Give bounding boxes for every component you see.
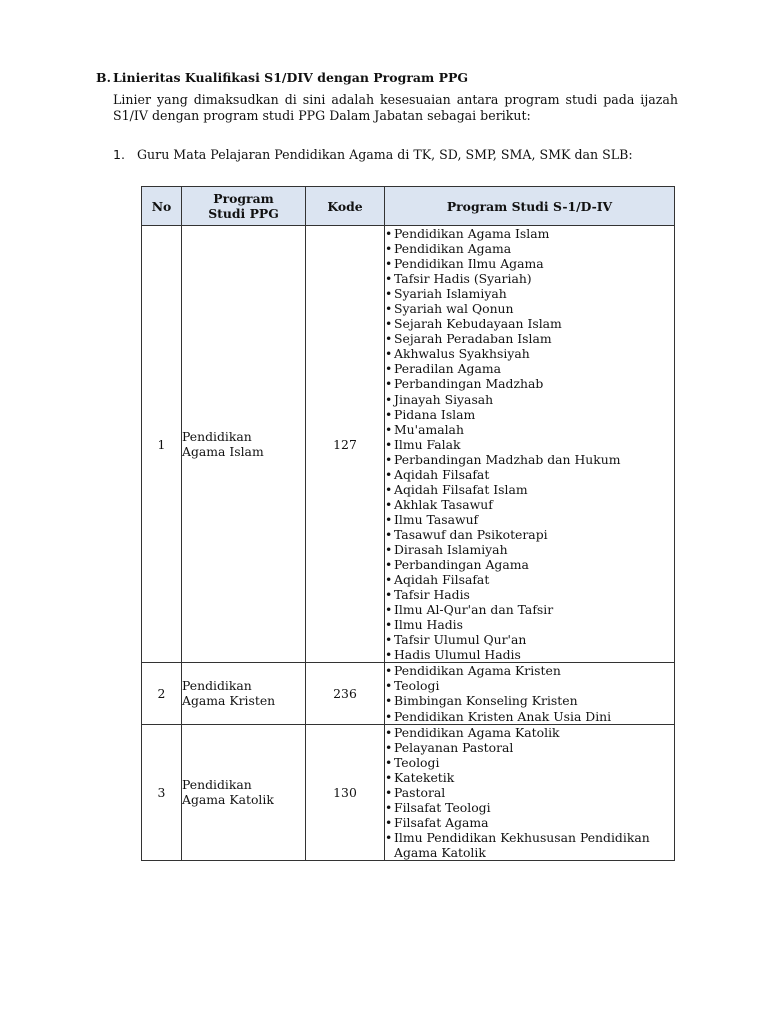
- list-item: • Sejarah Peradaban Islam: [385, 331, 674, 346]
- list-item: • Pendidikan Agama: [385, 241, 674, 256]
- study-list: [385, 663, 674, 723]
- row-no: 2: [142, 663, 182, 724]
- list-item: • Jinayah Siyasah: [385, 392, 674, 407]
- study-list: [385, 226, 674, 662]
- row-kode: 130: [306, 724, 385, 860]
- list-item: • Ilmu Hadis: [385, 617, 674, 632]
- table-header-row: [142, 187, 675, 226]
- list-item: • Pendidikan Agama Kristen: [385, 663, 674, 678]
- list-item: • Peradilan Agama: [385, 361, 674, 376]
- row-program: Pendidikan Agama Islam: [182, 226, 306, 663]
- intro-paragraph: Linier yang dimaksudkan di sini adalah kesesuaian antara program studi pada ijazah S1/IV dengan program studi PPG Dalam Jabatan sebagai berikut:: [113, 92, 678, 123]
- list-item: • Pastoral: [385, 785, 674, 800]
- list-item: • Akhlak Tasawuf: [385, 497, 674, 512]
- row-program: Pendidikan Agama Kristen: [182, 663, 306, 724]
- header-s1: Program Studi S-1/D-IV: [385, 187, 675, 226]
- row-kode: 127: [306, 226, 385, 663]
- row-kode: 236: [306, 663, 385, 724]
- list-item-number: 1.: [113, 147, 126, 162]
- list-item: • Aqidah Filsafat Islam: [385, 482, 674, 497]
- list-item-1: [113, 147, 678, 163]
- row-studies: [385, 724, 675, 860]
- list-item: • Pendidikan Ilmu Agama: [385, 256, 674, 271]
- header-program: Program Studi PPG: [182, 187, 306, 226]
- list-item: • Hadis Ulumul Hadis: [385, 647, 674, 662]
- list-item: • Pendidikan Kristen Anak Usia Dini: [385, 709, 674, 724]
- list-item: • Pendidikan Agama Islam: [385, 226, 674, 241]
- list-item: • Perbandingan Agama: [385, 557, 674, 572]
- header-kode: Kode: [306, 187, 385, 226]
- list-item: • Akhwalus Syakhsiyah: [385, 346, 674, 361]
- list-item: • Aqidah Filsafat: [385, 572, 674, 587]
- table-row: [142, 226, 675, 663]
- list-item: • Teologi: [385, 755, 674, 770]
- row-no: 3: [142, 724, 182, 860]
- row-studies: [385, 226, 675, 663]
- row-no: 1: [142, 226, 182, 663]
- section-heading: [96, 70, 468, 85]
- list-item: • Syariah Islamiyah: [385, 286, 674, 301]
- list-item: • Ilmu Falak: [385, 437, 674, 452]
- list-item: • Tafsir Ulumul Qur'an: [385, 632, 674, 647]
- list-item-text: Guru Mata Pelajaran Pendidikan Agama di TK, SD, SMP, SMA, SMK dan SLB:: [137, 147, 633, 162]
- section-title: Linieritas Kualifikasi S1/DIV dengan Program PPG: [113, 70, 469, 85]
- table-row: [142, 663, 675, 724]
- linearity-table: [141, 186, 675, 861]
- list-item: • Aqidah Filsafat: [385, 467, 674, 482]
- list-item: • Ilmu Tasawuf: [385, 512, 674, 527]
- section-marker: B.: [96, 70, 111, 85]
- list-item: • Teologi: [385, 678, 674, 693]
- list-item: • Perbandingan Madzhab dan Hukum: [385, 452, 674, 467]
- list-item: • Tafsir Hadis (Syariah): [385, 271, 674, 286]
- list-item: • Sejarah Kebudayaan Islam: [385, 316, 674, 331]
- list-item: • Tafsir Hadis: [385, 587, 674, 602]
- list-item: • Filsafat Agama: [385, 815, 674, 830]
- row-studies: [385, 663, 675, 724]
- list-item: • Dirasah Islamiyah: [385, 542, 674, 557]
- header-no: No: [142, 187, 182, 226]
- list-item: • Pidana Islam: [385, 407, 674, 422]
- list-item: • Ilmu Al-Qur'an dan Tafsir: [385, 602, 674, 617]
- list-item: • Syariah wal Qonun: [385, 301, 674, 316]
- list-item: • Pendidikan Agama Katolik: [385, 725, 674, 740]
- list-item: • Bimbingan Konseling Kristen: [385, 693, 674, 708]
- list-item: • Filsafat Teologi: [385, 800, 674, 815]
- list-item: • Mu'amalah: [385, 422, 674, 437]
- table-row: [142, 724, 675, 860]
- list-item: • Tasawuf dan Psikoterapi: [385, 527, 674, 542]
- study-list: [385, 725, 674, 860]
- list-item: • Pelayanan Pastoral: [385, 740, 674, 755]
- row-program: Pendidikan Agama Katolik: [182, 724, 306, 860]
- list-item: • Perbandingan Madzhab: [385, 376, 674, 391]
- list-item: • Ilmu Pendidikan Kekhususan Pendidikan Agama Katolik: [385, 830, 674, 860]
- list-item: • Kateketik: [385, 770, 674, 785]
